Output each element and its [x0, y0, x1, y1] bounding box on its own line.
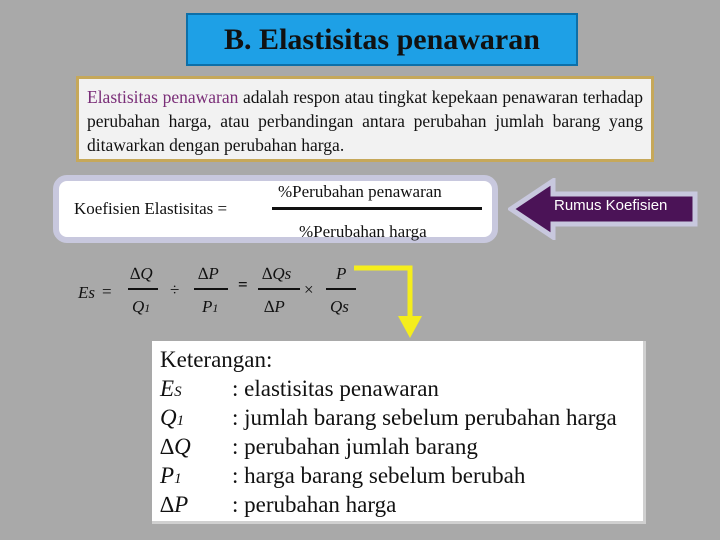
legend-symbol: P1 [160, 463, 182, 488]
definition-box [76, 76, 654, 162]
definition-text: adalah respon atau tingkat kepekaan penawaran terhadap perubahan harga, atau perbandingan antara perubahan jumlah barang yang ditawarkan dengan perubahan harga. [87, 87, 643, 155]
legend-symbol: ES [160, 376, 182, 401]
legend-description: : perubahan jumlah barang [232, 434, 478, 459]
legend-symbol: ∆P [160, 492, 189, 517]
coefficient-numerator: %Perubahan penawaran [278, 182, 442, 201]
formula-qs: Qs [330, 297, 349, 316]
formula-fraction-line-2 [194, 288, 228, 290]
formula-delta-q: ∆Q [130, 264, 153, 283]
formula-fraction-line-3 [258, 288, 300, 290]
legend-symbol: Q1 [160, 405, 185, 430]
legend-row-q1 [160, 403, 643, 432]
formula-delta-p-2: ∆P [264, 297, 285, 316]
legend-heading: Keterangan: [160, 347, 273, 372]
slide-title: B. Elastisitas penawaran [186, 13, 578, 66]
formula-q1: Q1 [132, 297, 151, 316]
formula-delta-p: ∆P [198, 264, 219, 283]
legend-row-p1 [160, 461, 643, 490]
formula-p1: P1 [202, 297, 219, 316]
legend-box [152, 341, 646, 524]
elasticity-formula [78, 262, 378, 322]
fraction-bar [272, 207, 482, 210]
legend-description: : jumlah barang sebelum perubahan harga [232, 405, 617, 430]
coefficient-denominator: %Perubahan harga [299, 222, 427, 241]
formula-equals-1: = [102, 282, 112, 301]
legend-symbol: ∆Q [160, 434, 191, 459]
formula-equals-2: = [238, 275, 248, 294]
legend-description: : harga barang sebelum berubah [232, 463, 526, 488]
legend-description: : perubahan harga [232, 492, 397, 517]
definition-term: Elastisitas penawaran [87, 87, 239, 107]
legend-row-delta-q [160, 432, 643, 461]
legend-row-delta-p [160, 490, 643, 519]
down-arrow-icon [350, 262, 450, 342]
legend-description: : elastisitas penawaran [232, 376, 439, 401]
formula-delta-qs: ∆Qs [262, 264, 292, 283]
formula-divide: ÷ [170, 280, 180, 299]
coefficient-label: Koefisien Elastisitas = [74, 199, 228, 218]
formula-p: P [336, 264, 347, 283]
legend-row-es [160, 374, 643, 403]
formula-lhs: Es [78, 283, 95, 302]
formula-fraction-line-1 [128, 288, 158, 290]
formula-times: × [304, 280, 314, 299]
arrow-label: Rumus Koefisien [554, 197, 668, 214]
